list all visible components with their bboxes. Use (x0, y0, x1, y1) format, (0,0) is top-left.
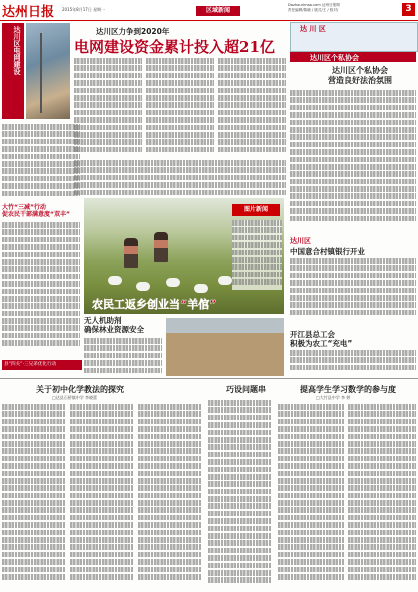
left-bottom-bar: 县“四关”·三兄弟优化行动 (2, 360, 82, 370)
photo-news-text (232, 220, 282, 290)
drone-photo (166, 318, 284, 376)
bottom-text-col-5 (278, 404, 344, 590)
mid-side-text (2, 222, 80, 358)
photo-news-badge: 图片新闻 (232, 204, 280, 216)
right-top-headline-line-2: 营造良好法治氛围 (328, 76, 392, 85)
top-story-headline: 电网建设资金累计投入超21亿 (74, 38, 275, 56)
bottom-text-col-1 (2, 404, 66, 590)
bottom-col1-headline: 关于初中化学教法的探究 (36, 385, 124, 394)
bottom-col3-byline: □大竹县中学 李 婷 (316, 395, 351, 400)
goat-figure (108, 276, 122, 285)
goat-figure (218, 276, 232, 285)
right-top-title: 达 川 区 (300, 25, 326, 33)
farmer-figure-2 (154, 232, 168, 262)
goat-figure (166, 278, 180, 287)
issue-date: 2015年8月17日 星期一 (62, 7, 106, 12)
top-story-column-2 (146, 58, 214, 158)
bottom-text-col-4 (208, 400, 272, 590)
right-lower-text (290, 350, 416, 376)
power-line-photo (26, 23, 70, 119)
right-top-banner-text: 达川区个私协会 (310, 54, 359, 62)
page-number: 3 (402, 3, 415, 16)
right-mid-headline: 中国意合村镇银行开业 (290, 247, 365, 256)
top-story-column-3 (218, 58, 286, 158)
drone-story-text (84, 338, 162, 376)
top-story-column-1 (74, 58, 142, 158)
header-meta-line-1: Dazhourimao.com 达州日报网 (288, 3, 340, 7)
mid-side-title (2, 204, 78, 218)
right-mid-label: 达川区 (290, 237, 311, 245)
drone-story-headline (84, 316, 144, 334)
header-meta-line-2: 责任编辑/陈晓 / 版式/王 / 校对/ (288, 8, 339, 12)
header-meta (288, 3, 398, 13)
goat-figure (194, 284, 208, 293)
farmer-figure-1 (124, 238, 138, 268)
bottom-col2-headline: 巧设问题串 (226, 385, 266, 394)
mid-side-title-line-2: 促农民干部满意度“双丰” (2, 211, 70, 218)
bottom-text-col-2 (70, 404, 134, 590)
section-divider (0, 378, 418, 379)
top-story-kicker: 达川区力争到2020年 (96, 27, 170, 36)
bottom-col1-byline: □达县石桥镇中学 李晓蕾 (52, 395, 98, 400)
top-story-text-lower (74, 160, 286, 196)
left-story-text (2, 124, 80, 198)
bottom-text-col-6 (348, 404, 416, 590)
right-lower-headline-line-2: 积极为农工“充电” (290, 339, 353, 348)
goat-figure (136, 282, 150, 291)
bottom-text-col-3 (138, 404, 202, 590)
right-top-headline-line-1: 达川区个私协会 (332, 66, 388, 75)
right-mid-text (290, 258, 416, 326)
right-lower-headline (290, 330, 352, 348)
drone-story-headline-line-1: 无人机助剂 (84, 316, 122, 325)
left-vertical-title: 达川区电网建设 (13, 26, 21, 75)
bottom-col3-headline: 提高学生学习数学的参与度 (300, 385, 396, 394)
drone-story-headline-line-2: 确保林业资源安全 (84, 325, 144, 334)
photo-story-caption: 农民工返乡创业当“羊倌” (92, 298, 217, 311)
mid-side-title-line-1: 大竹“三减”行动 (2, 204, 46, 211)
right-lower-headline-line-1: 开江县总工会 (290, 330, 335, 339)
right-top-headline (310, 66, 410, 86)
right-top-text (290, 90, 416, 230)
section-tag: 区域新闻 (196, 6, 240, 16)
masthead-logo: 达州日报 (2, 5, 55, 20)
